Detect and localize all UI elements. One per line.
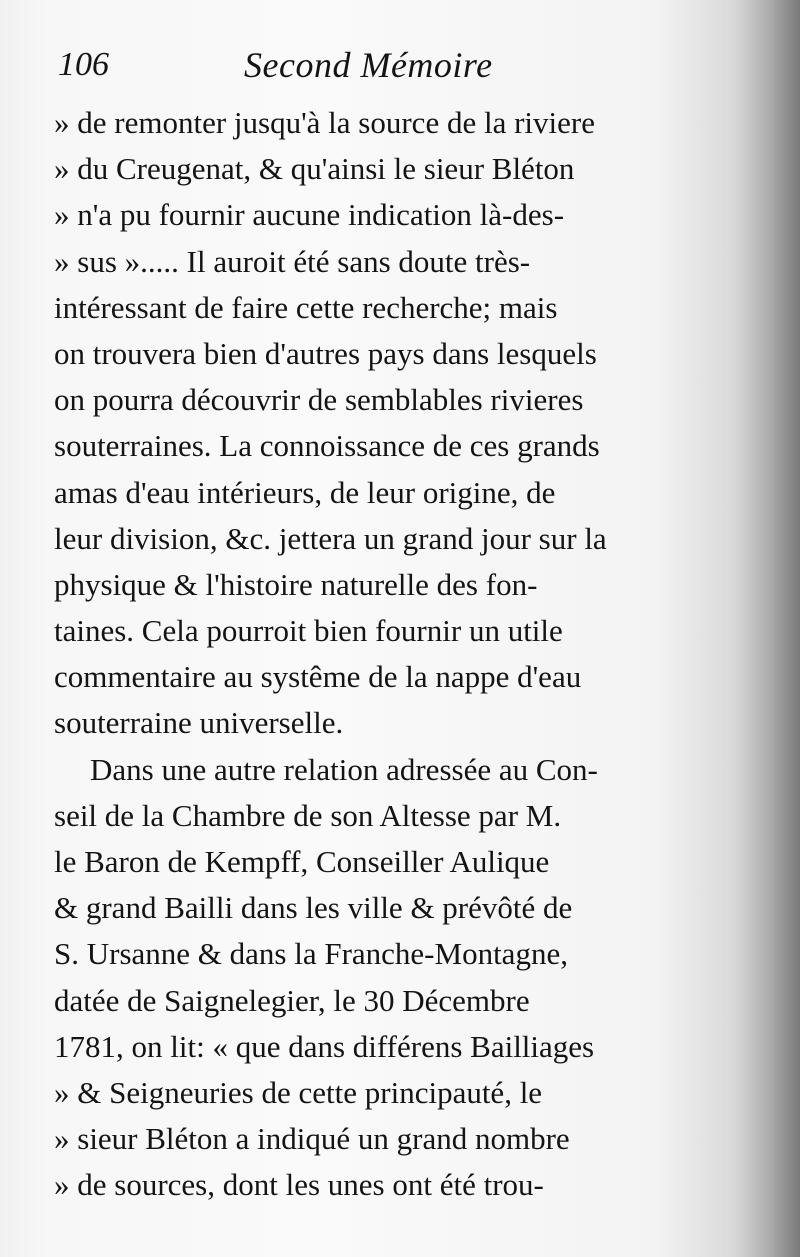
page-header (58, 40, 698, 100)
text-line: on pourra découvrir de semblables rivieres (54, 382, 584, 418)
text-line: commentaire au systême de la nappe d'eau (54, 659, 582, 695)
text-line: » sus »..... Il auroit été sans doute très- (54, 243, 531, 279)
page-number: 106 (58, 46, 109, 83)
text-line: souterraines. La connoissance de ces grands (54, 428, 600, 464)
text-line: » & Seigneuries de cette principauté, le (54, 1074, 543, 1110)
text-line: on trouvera bien d'autres pays dans lesquels (54, 335, 597, 371)
text-line: » du Creugenat, & qu'ainsi le sieur Bléton (54, 151, 575, 187)
text-line: seil de la Chambre de son Altesse par M. (54, 797, 562, 833)
text-line: » n'a pu fournir aucune indication là-des- (54, 197, 565, 233)
text-line: le Baron de Kempff, Conseiller Aulique (54, 844, 550, 879)
text-line: amas d'eau intérieurs, de leur origine, de (54, 474, 556, 510)
paragraph-first-line: Dans une autre relation adressée au Con- (90, 751, 598, 787)
text-line: intéressant de faire cette recherche; mais (54, 289, 558, 325)
text-line: » de sources, dont les unes ont été trou- (54, 1167, 544, 1203)
text-line: leur division, &c. jettera un grand jour sur la (54, 520, 607, 556)
text-line: 1781, on lit: « que dans différens Bailliages (54, 1028, 595, 1064)
text-line: souterraine universelle. (54, 705, 344, 741)
text-line: & grand Bailli dans les ville & prévôté de (54, 890, 573, 926)
text-line: » de remonter jusqu'à la source de la riviere (54, 105, 595, 140)
text-line: S. Ursanne & dans la Franche-Montagne, (54, 936, 568, 972)
text-line: datée de Saignelegier, le 30 Décembre (54, 982, 530, 1018)
body-text (54, 100, 684, 1209)
running-head: Second Mémoire (244, 45, 493, 85)
text-line: taines. Cela pourroit bien fournir un utile (54, 613, 563, 649)
text-line: physique & l'histoire naturelle des fon- (54, 566, 538, 602)
text-line: » sieur Bléton a indiqué un grand nombre (54, 1121, 570, 1157)
page-edge-shadow (730, 0, 800, 1257)
